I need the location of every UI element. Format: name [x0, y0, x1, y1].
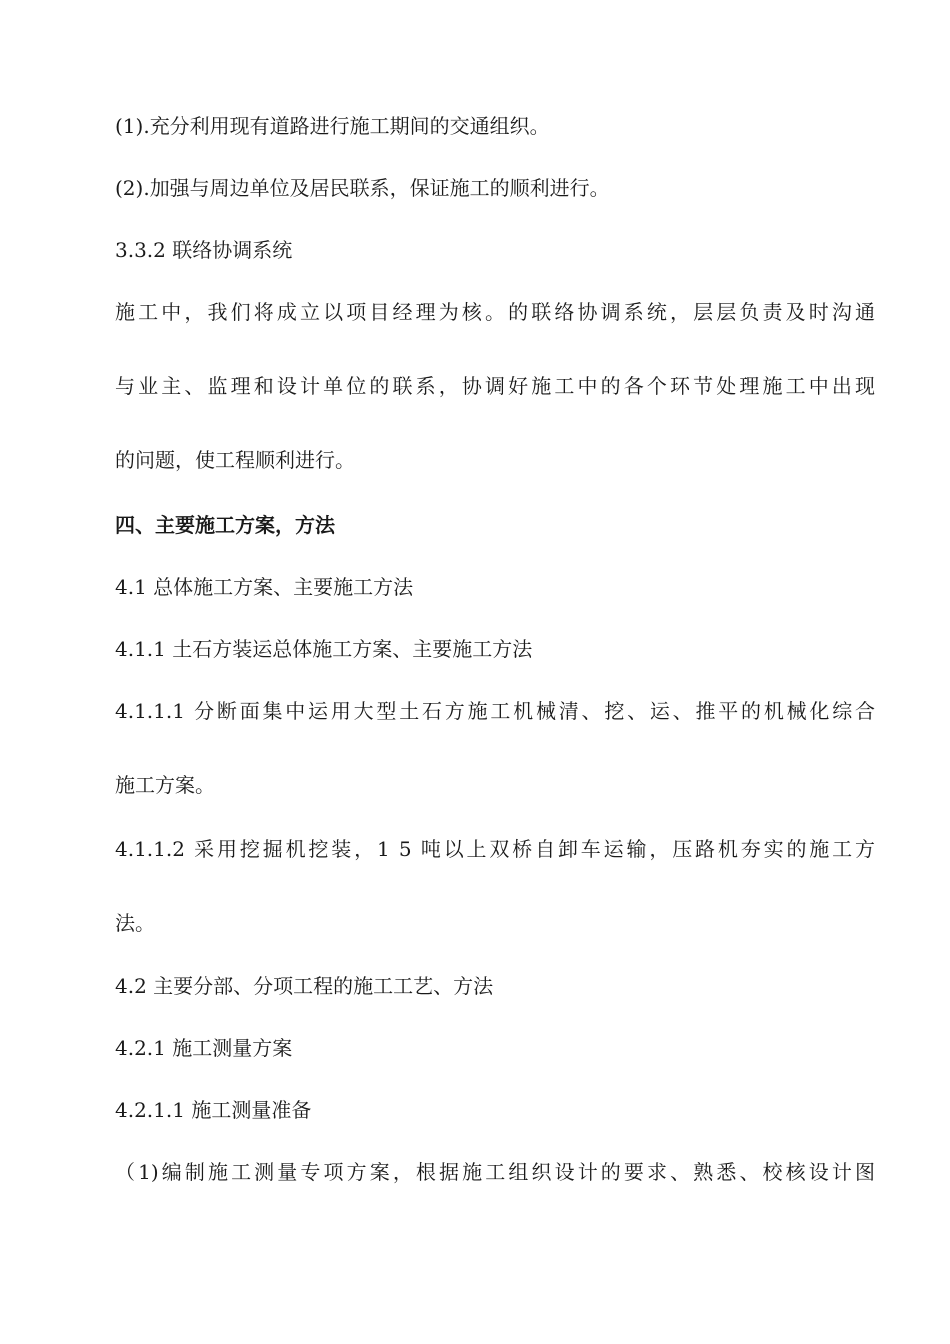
section-heading-4: 四、主要施工方案，方法 [115, 513, 335, 537]
heading-3-3-2: 3.3.2 联络协调系统 [115, 238, 293, 262]
paragraph-4-1-1-2-line-2: 法。 [115, 911, 155, 935]
heading-4-1: 4.1 总体施工方案、主要施工方法 [115, 575, 414, 599]
paragraph-coordination-line-2: 与业主、监理和设计单位的联系，协调好施工中的各个环节处理施工中出现 [115, 374, 875, 398]
paragraph-4-1-1-1-line-2: 施工方案。 [115, 773, 215, 797]
heading-4-2-1: 4.2.1 施工测量方案 [115, 1036, 293, 1060]
paragraph-coordination-line-3: 的问题，使工程顺利进行。 [115, 448, 355, 472]
paragraph-traffic-organization: (1).充分利用现有道路进行施工期间的交通组织。 [115, 114, 550, 138]
heading-4-2-1-1: 4.2.1.1 施工测量准备 [115, 1098, 312, 1122]
paragraph-liaison-residents: (2).加强与周边单位及居民联系，保证施工的顺利进行。 [115, 176, 610, 200]
paragraph-coordination-line-1: 施工中，我们将成立以项目经理为核。的联络协调系统，层层负责及时沟通 [115, 300, 875, 324]
paragraph-survey-plan-line-1: （1)编制施工测量专项方案，根据施工组织设计的要求、熟悉、校核设计图 [115, 1160, 875, 1184]
heading-4-1-1: 4.1.1 土石方装运总体施工方案、主要施工方法 [115, 637, 533, 661]
paragraph-4-1-1-1-line-1: 4.1.1.1 分断面集中运用大型土石方施工机械清、挖、运、推平的机械化综合 [115, 699, 875, 723]
heading-4-2: 4.2 主要分部、分项工程的施工工艺、方法 [115, 974, 494, 998]
paragraph-4-1-1-2-line-1: 4.1.1.2 采用挖掘机挖装，1 5 吨以上双桥自卸车运输，压路机夯实的施工方 [115, 837, 875, 861]
